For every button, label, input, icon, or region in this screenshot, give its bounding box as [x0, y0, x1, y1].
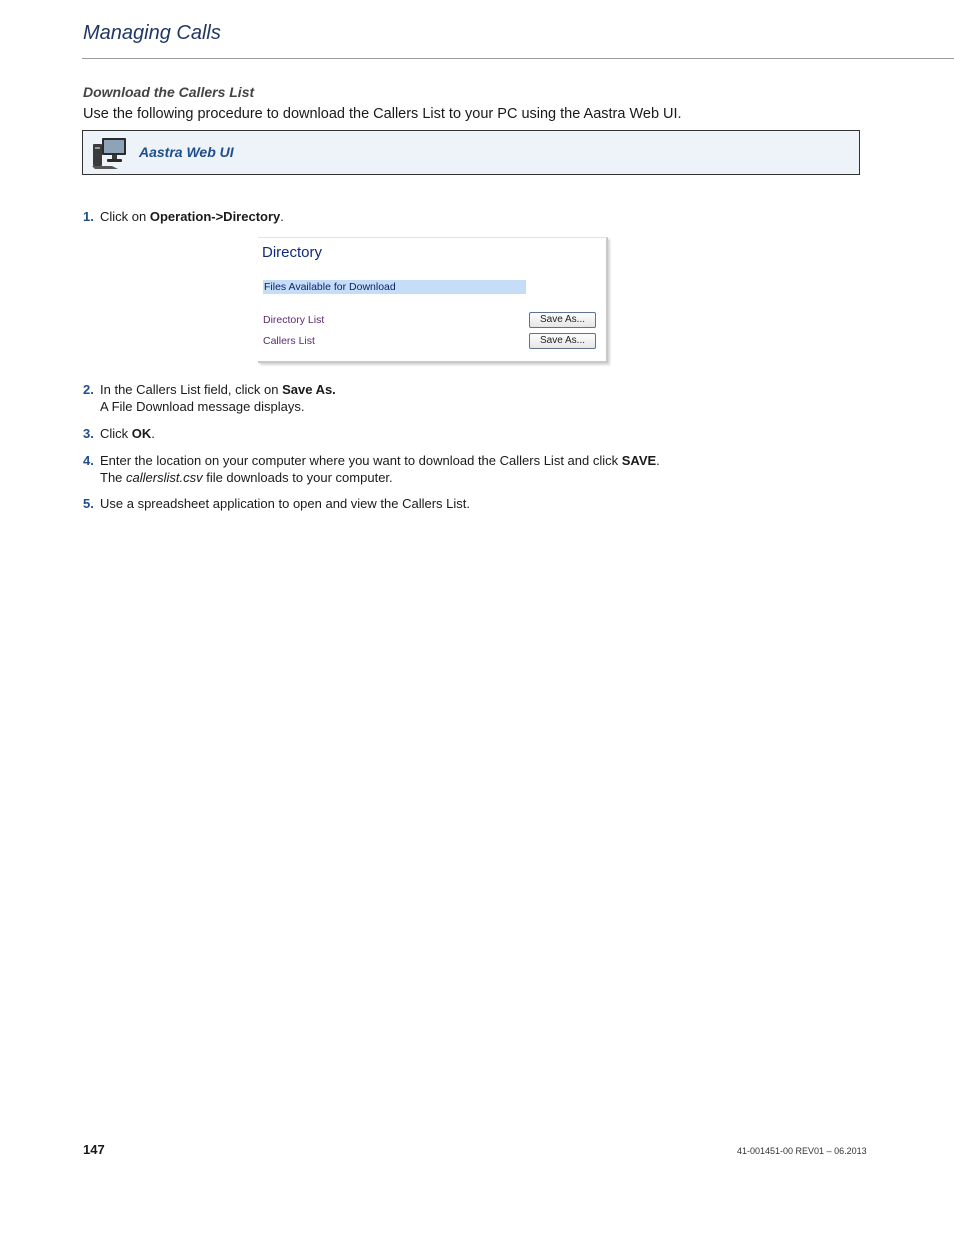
- step-text: Use a spreadsheet application to open and view the Callers List.: [100, 496, 470, 511]
- step-number: 5.: [83, 496, 94, 511]
- section-title: Download the Callers List: [83, 84, 255, 100]
- step-5: [83, 495, 470, 512]
- step-number: 2.: [83, 382, 94, 397]
- step-emphasis: OK: [131, 426, 152, 441]
- directory-screenshot: [258, 237, 608, 363]
- chapter-title: Managing Calls: [83, 22, 221, 44]
- step-emphasis: Save As.: [282, 382, 336, 397]
- computer-monitor-icon: [90, 136, 128, 170]
- files-available-header: Files Available for Download: [263, 280, 526, 294]
- step-text-end: .: [151, 426, 155, 441]
- directory-list-label: Directory List: [263, 314, 325, 326]
- step-text-end: .: [280, 209, 284, 224]
- step-1: [83, 208, 284, 225]
- step-text: Enter the location on your computer where you want to download the Callers List and click: [100, 453, 622, 468]
- step-2: [83, 381, 336, 415]
- step-number: 4.: [83, 453, 94, 468]
- step-number: 3.: [83, 426, 94, 441]
- step-result-end: file downloads to your computer.: [202, 470, 393, 485]
- step-emphasis: Operation->Directory: [149, 209, 281, 224]
- document-id: 41-001451-00 REV01 – 06.2013: [737, 1146, 867, 1156]
- step-text: In the Callers List field, click on: [100, 382, 283, 397]
- step-3: [83, 425, 155, 442]
- step-text: Click: [100, 426, 132, 441]
- header-rule: [82, 58, 954, 59]
- file-name: callerslist.csv: [126, 470, 203, 485]
- step-number: 1.: [83, 209, 94, 224]
- step-text: Click on: [100, 209, 150, 224]
- directory-save-as-button[interactable]: Save As...: [529, 312, 596, 328]
- callers-save-as-button[interactable]: Save As...: [529, 333, 596, 349]
- callers-list-label: Callers List: [263, 335, 315, 347]
- web-ui-callout: [82, 130, 860, 175]
- intro-text: Use the following procedure to download the Callers List to your PC using the Aastra Web UI.: [83, 106, 682, 122]
- page-number: 147: [83, 1142, 105, 1157]
- directory-title: Directory: [262, 244, 323, 261]
- step-result: A File Download message displays.: [100, 399, 305, 414]
- web-ui-label: Aastra Web UI: [139, 144, 234, 160]
- step-text-end: .: [656, 453, 660, 468]
- step-result: The: [100, 470, 127, 485]
- step-emphasis: SAVE: [621, 453, 657, 468]
- step-4: [83, 452, 660, 486]
